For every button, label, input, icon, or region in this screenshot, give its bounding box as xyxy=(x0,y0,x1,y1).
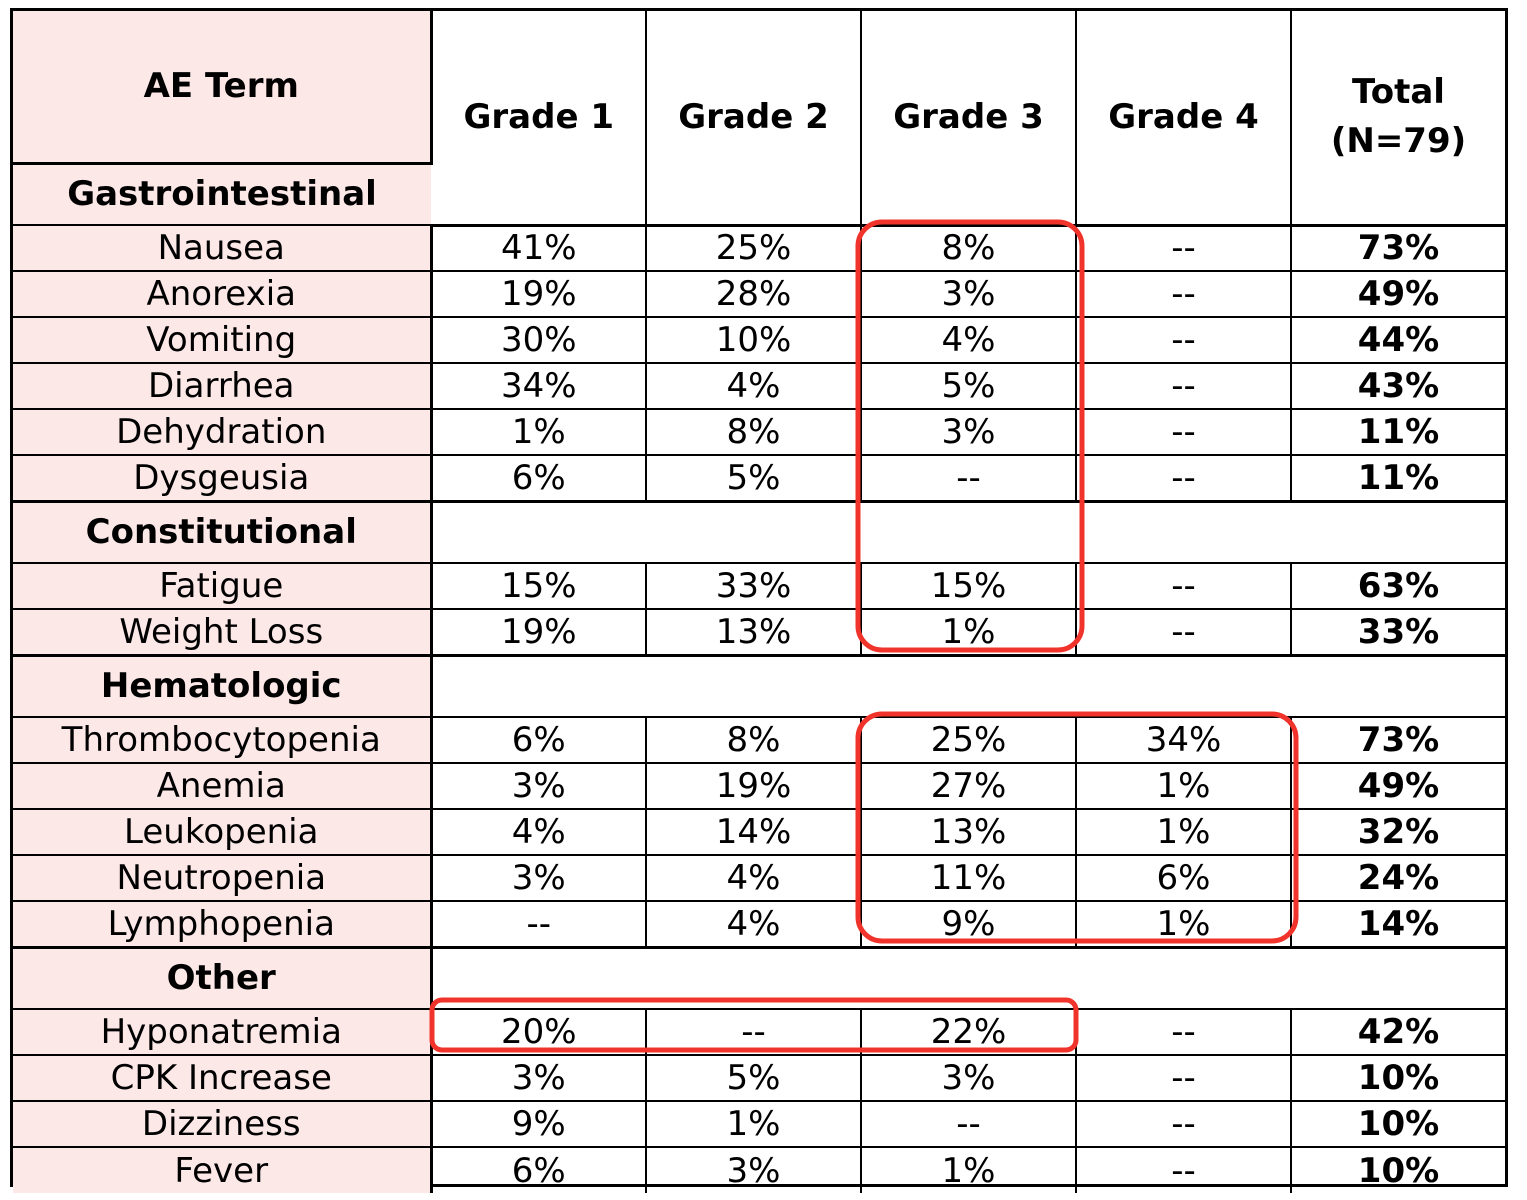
cell-total: 14% xyxy=(1291,901,1505,947)
cell-grade-2: 8% xyxy=(646,409,861,455)
header-grade-4: Grade 4 xyxy=(1076,11,1291,225)
cell-total: 73% xyxy=(1291,225,1505,271)
cell-grade-1: 1% xyxy=(431,409,646,455)
cell-grade-1: 6% xyxy=(431,1147,646,1193)
cell-grade-1: 19% xyxy=(431,609,646,655)
row-term: Dysgeusia xyxy=(13,455,431,501)
row-term: Dizziness xyxy=(13,1101,431,1147)
table-row xyxy=(13,717,1505,763)
cell-total: 42% xyxy=(1291,1009,1505,1055)
cell-grade-1: 6% xyxy=(431,455,646,501)
cell-grade-4: -- xyxy=(1076,1009,1291,1055)
header-total-label: Total xyxy=(1352,71,1445,112)
cell-total: 11% xyxy=(1291,409,1505,455)
cell-grade-1: 3% xyxy=(431,763,646,809)
table-row xyxy=(13,455,1505,501)
cell-grade-4: 1% xyxy=(1076,809,1291,855)
row-term: Weight Loss xyxy=(13,609,431,655)
table-row xyxy=(13,409,1505,455)
cell-grade-2: 3% xyxy=(646,1147,861,1193)
cell-grade-2: 10% xyxy=(646,317,861,363)
cell-grade-2: 4% xyxy=(646,363,861,409)
cell-grade-3: 27% xyxy=(861,763,1076,809)
row-term: Hyponatremia xyxy=(13,1009,431,1055)
cell-grade-2: 33% xyxy=(646,563,861,609)
cell-total: 63% xyxy=(1291,563,1505,609)
cell-grade-2: 25% xyxy=(646,225,861,271)
category-hematologic: Hematologic xyxy=(13,655,431,717)
row-term: Anorexia xyxy=(13,271,431,317)
cell-grade-3: -- xyxy=(861,1101,1076,1147)
row-term: Diarrhea xyxy=(13,363,431,409)
cell-grade-3: 22% xyxy=(861,1009,1076,1055)
cell-grade-4: -- xyxy=(1076,1055,1291,1101)
cell-grade-4: -- xyxy=(1076,455,1291,501)
cell-grade-4: 6% xyxy=(1076,855,1291,901)
category-other: Other xyxy=(13,947,431,1009)
cell-grade-2: 4% xyxy=(646,855,861,901)
row-term: Lymphopenia xyxy=(13,901,431,947)
cell-grade-1: 3% xyxy=(431,1055,646,1101)
cell-total: 73% xyxy=(1291,717,1505,763)
cell-grade-4: -- xyxy=(1076,225,1291,271)
cell-grade-1: 20% xyxy=(431,1009,646,1055)
cell-total: 10% xyxy=(1291,1101,1505,1147)
cell-grade-3: 8% xyxy=(861,225,1076,271)
cell-grade-1: 19% xyxy=(431,271,646,317)
cell-grade-4: -- xyxy=(1076,563,1291,609)
cell-grade-1: 9% xyxy=(431,1101,646,1147)
row-term: Fever xyxy=(13,1147,431,1193)
row-term: Anemia xyxy=(13,763,431,809)
row-term: Fatigue xyxy=(13,563,431,609)
ae-table xyxy=(13,11,1505,1193)
header-total xyxy=(1291,11,1505,225)
category-spacer xyxy=(431,655,1505,717)
cell-grade-1: 41% xyxy=(431,225,646,271)
cell-grade-2: 28% xyxy=(646,271,861,317)
table-row xyxy=(13,763,1505,809)
table-row xyxy=(13,1147,1505,1193)
header-grade-1: Grade 1 xyxy=(431,11,646,225)
cell-grade-3: 1% xyxy=(861,609,1076,655)
cell-grade-1: 30% xyxy=(431,317,646,363)
cell-grade-4: -- xyxy=(1076,609,1291,655)
cell-total: 33% xyxy=(1291,609,1505,655)
cell-total: 32% xyxy=(1291,809,1505,855)
cell-grade-3: 1% xyxy=(861,1147,1076,1193)
cell-grade-3: 5% xyxy=(861,363,1076,409)
header-grade-2: Grade 2 xyxy=(646,11,861,225)
table-row xyxy=(13,855,1505,901)
cell-total: 43% xyxy=(1291,363,1505,409)
table-row xyxy=(13,1101,1505,1147)
header-ae-term: AE Term xyxy=(13,11,431,163)
table-row xyxy=(13,1055,1505,1101)
cell-grade-2: 19% xyxy=(646,763,861,809)
header-total-n: (N=79) xyxy=(1330,121,1467,162)
cell-grade-1: 4% xyxy=(431,809,646,855)
table-row xyxy=(13,609,1505,655)
cell-grade-2: 13% xyxy=(646,609,861,655)
cell-grade-3: 11% xyxy=(861,855,1076,901)
cell-grade-4: -- xyxy=(1076,317,1291,363)
cell-total: 44% xyxy=(1291,317,1505,363)
category-constitutional: Constitutional xyxy=(13,501,431,563)
cell-total: 10% xyxy=(1357,1150,1440,1191)
cell-grade-3: 13% xyxy=(861,809,1076,855)
cell-grade-2: 1% xyxy=(646,1101,861,1147)
cell-total: 49% xyxy=(1291,271,1505,317)
table-row xyxy=(13,271,1505,317)
cell-grade-4: 1% xyxy=(1076,763,1291,809)
table-row xyxy=(13,225,1505,271)
cell-grade-3: 15% xyxy=(861,563,1076,609)
cell-grade-4: -- xyxy=(1076,1147,1291,1193)
row-term: Leukopenia xyxy=(13,809,431,855)
cell-grade-2: 5% xyxy=(646,455,861,501)
table-row xyxy=(13,901,1505,947)
row-term: Vomiting xyxy=(13,317,431,363)
cell-grade-1: 34% xyxy=(431,363,646,409)
cell-grade-4: -- xyxy=(1076,363,1291,409)
category-gastrointestinal: Gastrointestinal xyxy=(13,163,431,225)
table-row xyxy=(13,809,1505,855)
row-term: Neutropenia xyxy=(13,855,431,901)
cell-grade-1: -- xyxy=(431,901,646,947)
cell-total: 49% xyxy=(1291,763,1505,809)
row-term: Dehydration xyxy=(13,409,431,455)
cell-grade-3: 4% xyxy=(861,317,1076,363)
cell-grade-3: 9% xyxy=(861,901,1076,947)
cell-grade-2: 14% xyxy=(646,809,861,855)
cell-grade-3: 25% xyxy=(861,717,1076,763)
cell-grade-3: 3% xyxy=(861,271,1076,317)
cell-grade-1: 6% xyxy=(431,717,646,763)
cell-total: 11% xyxy=(1291,455,1505,501)
cell-grade-2: 5% xyxy=(646,1055,861,1101)
cell-total: 24% xyxy=(1291,855,1505,901)
cell-grade-3: 3% xyxy=(861,1055,1076,1101)
cell-grade-2: 8% xyxy=(646,717,861,763)
header-grade-3: Grade 3 xyxy=(861,11,1076,225)
category-spacer xyxy=(431,501,1505,563)
ae-table-container xyxy=(10,8,1508,1191)
table-row xyxy=(13,563,1505,609)
table-row xyxy=(13,1009,1505,1055)
cell-grade-4: -- xyxy=(1076,271,1291,317)
table-row xyxy=(13,363,1505,409)
row-term: Thrombocytopenia xyxy=(13,717,431,763)
cell-grade-4: -- xyxy=(1076,409,1291,455)
cell-grade-2: 4% xyxy=(646,901,861,947)
cell-grade-4: 34% xyxy=(1076,717,1291,763)
cell-grade-1: 15% xyxy=(431,563,646,609)
row-term: Nausea xyxy=(13,225,431,271)
row-term: CPK Increase xyxy=(13,1055,431,1101)
cell-total: 10% xyxy=(1291,1055,1505,1101)
cell-grade-4: -- xyxy=(1076,1101,1291,1147)
cell-grade-3: -- xyxy=(861,455,1076,501)
cell-grade-1: 3% xyxy=(431,855,646,901)
category-spacer xyxy=(431,947,1505,1009)
cell-grade-3: 3% xyxy=(861,409,1076,455)
table-row xyxy=(13,317,1505,363)
cell-grade-2: -- xyxy=(646,1009,861,1055)
cell-grade-4: 1% xyxy=(1076,901,1291,947)
